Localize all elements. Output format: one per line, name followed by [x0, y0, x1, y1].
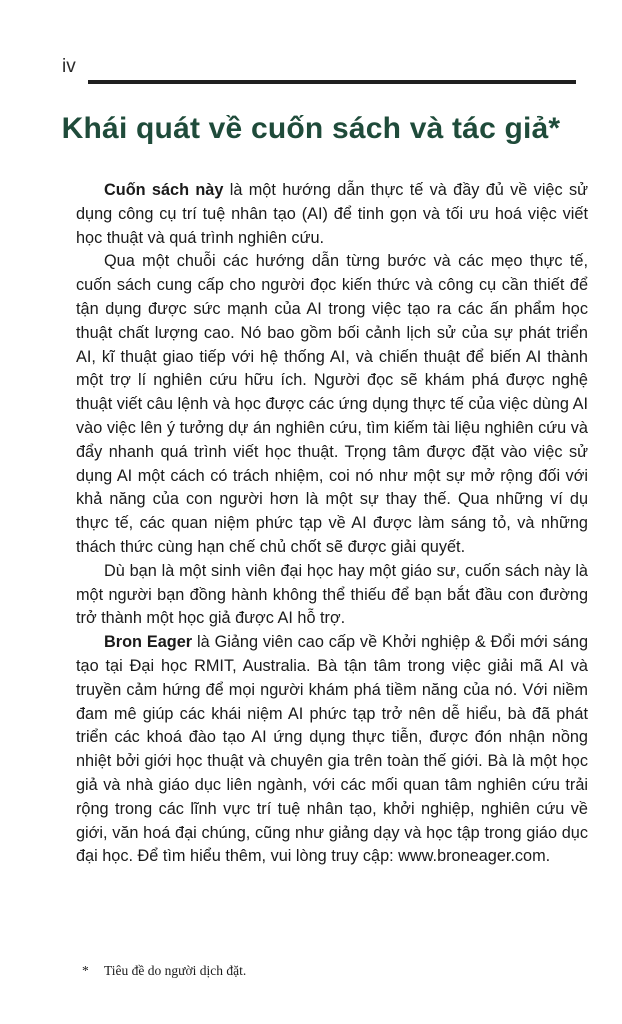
footnote-marker: * [82, 963, 89, 978]
paragraph-text: Qua một chuỗi các hướng dẫn từng bước và các mẹo thực tế, cuốn sách cung cấp cho người đọc kiến thức và công cụ cần thiết để tận dụng được sức mạnh của AI trong việc tạo ra các ấn phẩm học thuật chất lượng cao. Nó bao gồm bối cảnh lịch sử của sự phát triển AI, kĩ thuật giao tiếp với hệ thống AI, và chiến thuật để biến AI thành một trợ lí nghiên cứu hữu ích. Người đọc sẽ khám phá được nghệ thuật viết câu lệnh và học được các ứng dụng thực tế của việc dùng AI vào việc lên ý tưởng dự án nghiên cứu, tìm kiếm tài liệu nghiên cứu và đẩy nhanh quá trình viết học thuật. Trọng tâm được đặt vào việc sử dụng AI một cách có trách nhiệm, coi nó như một sự mở rộng đối với khả năng của con người hơn là một sự thay thế. Qua những ví dụ thực tế, các quan niệm phức tạp về AI được làm sáng tỏ, và những thách thức cùng hạn chế chủ chốt sẽ được giải quyết. [76, 252, 588, 556]
paragraph-lead: Cuốn sách này [104, 181, 224, 199]
chapter-title: Khái quát về cuốn sách và tác giả* [61, 112, 561, 145]
footnote [82, 963, 246, 979]
paragraph-author-bio [76, 631, 588, 869]
page-number: iv [62, 56, 76, 77]
paragraph-text: Dù bạn là một sinh viên đại học hay một giáo sư, cuốn sách này là một người bạn đồng hành không thể thiếu để bạn bắt đầu con đường trở thành một học giả được AI hỗ trợ. [76, 561, 588, 628]
footnote-text: Tiêu đề do người dịch đặt. [104, 963, 247, 978]
paragraph-text: là Giảng viên cao cấp về Khởi nghiệp & Đổi mới sáng tạo tại Đại học RMIT, Australia. Bà tận tâm trong việc giải mã AI và truyền cảm hứng để mọi người khám phá tiềm năng của nó. Với niềm đam mê giúp các khái niệm AI phức tạp trở nên dễ hiểu, bà đã phát triển các khoá đào tạo AI ứng dụng thực tiễn, được đón nhận nồng nhiệt bởi giới học thuật và chuyên gia trên toàn thế giới. Bà là một học giả và nhà giáo dục liên ngành, với các mối quan tâm nghiên cứu trải rộng trong các lĩnh vực trí tuệ nhân tạo, khởi nghiệp, nghiên cứu về giới, văn hoá đại chúng, cũng như giảng dạy và học tập trong giáo dục đại học. Để tìm hiểu thêm, vui lòng truy cập: www.broneager.com. [76, 633, 588, 866]
paragraph-text: là một hướng dẫn thực tế và đầy đủ về việc sử dụng công cụ trí tuệ nhân tạo (AI) để tinh gọn và tối ưu hoá việc viết học thuật và quá trình nghiên cứu. [76, 181, 588, 247]
paragraph-book-intro [76, 179, 588, 250]
paragraph-lead: Bron Eager [104, 633, 193, 652]
paragraph-audience [76, 560, 588, 631]
header-rule [88, 80, 576, 84]
paragraph-book-content [76, 250, 588, 559]
body-text [76, 179, 588, 869]
